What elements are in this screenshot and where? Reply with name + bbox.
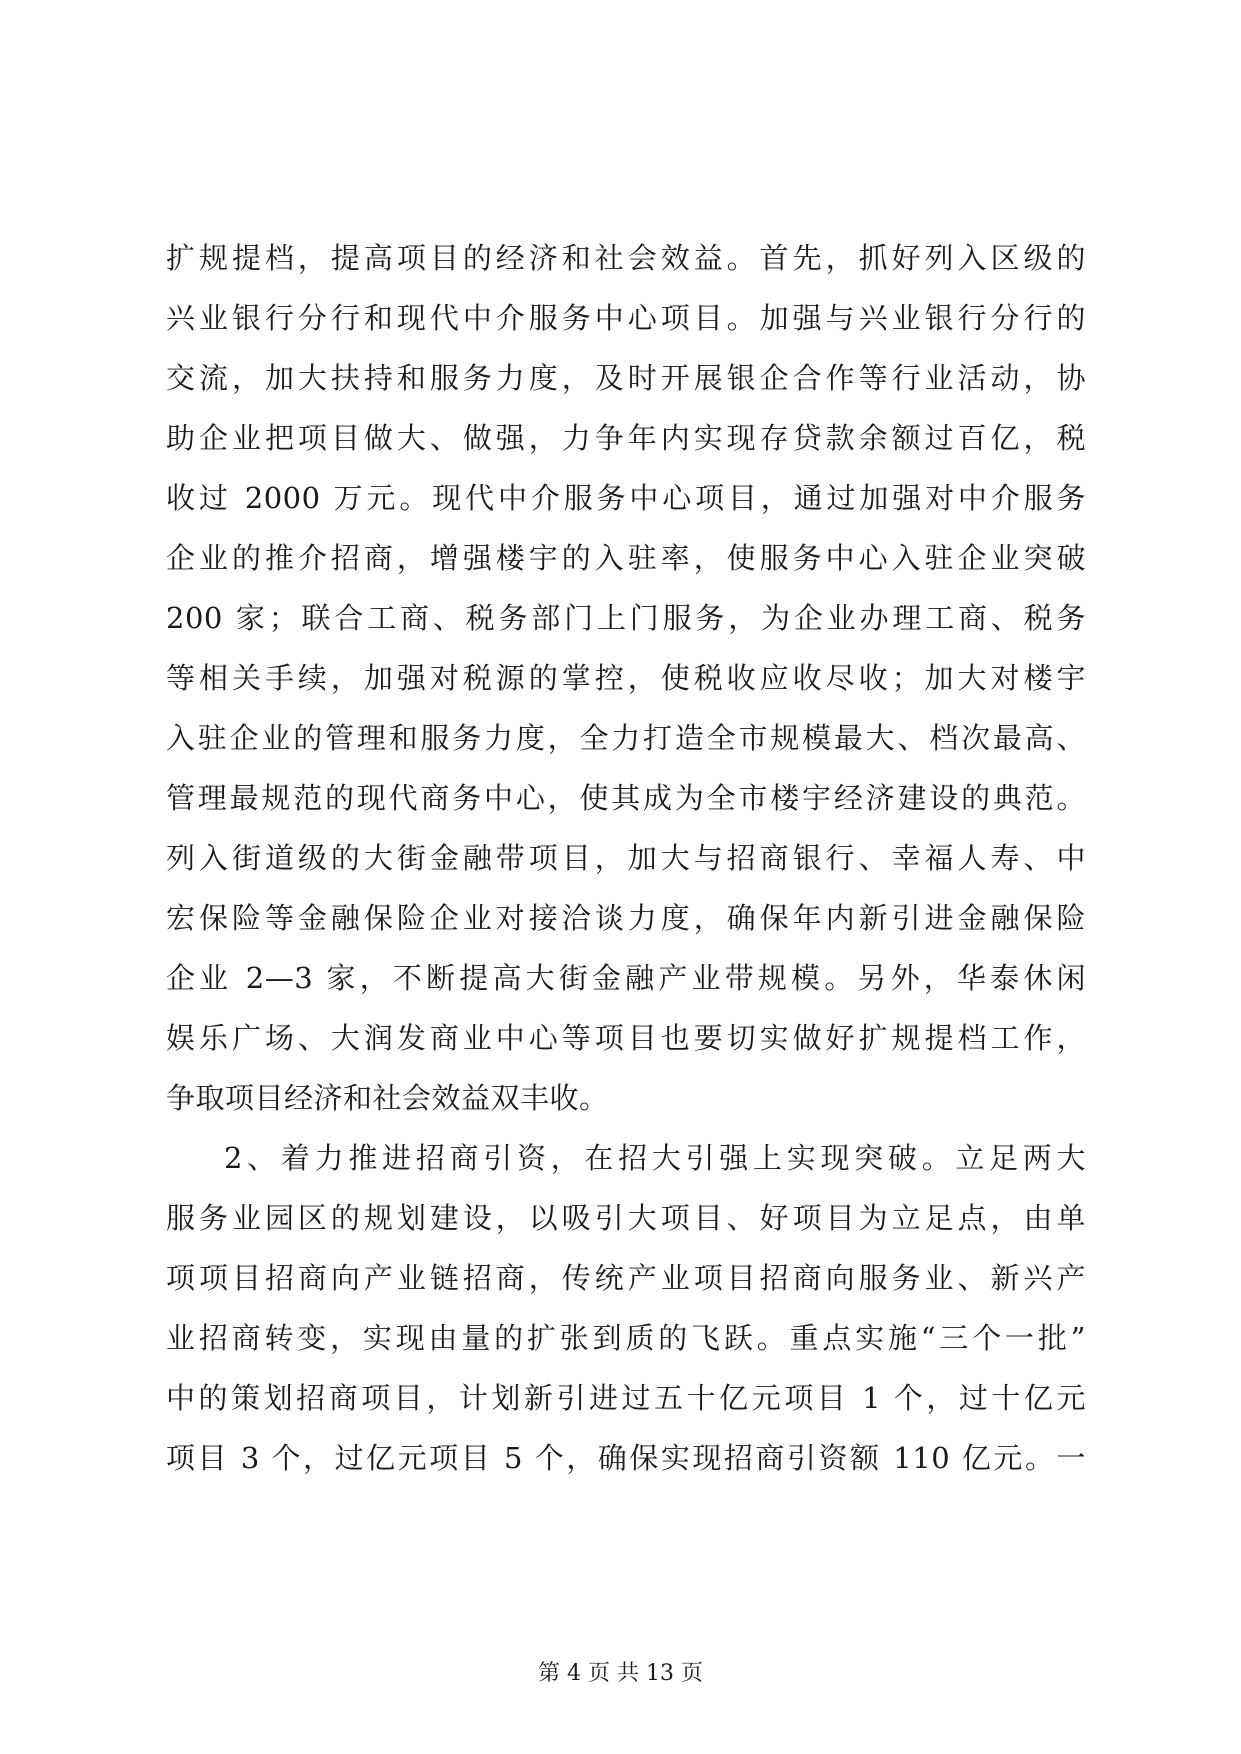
page-number-footer: 第 4 页 共 13 页	[538, 1661, 703, 1686]
paragraph-first-line: 2、着力推进招商引资，在招大引强上实现突破。立足两大	[224, 1141, 1086, 1175]
text-line: 兴业银行分行和现代中介服务中心项目。加强与兴业银行分行的	[166, 301, 1086, 335]
text-line: 扩规提档，提高项目的经济和社会效益。首先，抓好列入区级的	[166, 241, 1086, 275]
text-line: 企业的推介招商，增强楼宇的入驻率，使服务中心入驻企业突破	[166, 541, 1086, 575]
text-line: 列入街道级的大街金融带项目，加大与招商银行、幸福人寿、中	[166, 841, 1086, 875]
text-line: 娱乐广场、大润发商业中心等项目也要切实做好扩规提档工作，	[166, 1021, 1086, 1055]
text-line: 企业 2—3 家，不断提高大街金融产业带规模。另外，华泰休闲	[166, 961, 1086, 995]
text-line: 项目 3 个，过亿元项目 5 个，确保实现招商引资额 110 亿元。一	[166, 1441, 1086, 1475]
text-line: 管理最规范的现代商务中心，使其成为全市楼宇经济建设的典范。	[166, 781, 1086, 815]
text-line: 中的策划招商项目，计划新引进过五十亿元项目 1 个，过十亿元	[166, 1381, 1086, 1415]
text-line: 交流，加大扶持和服务力度，及时开展银企合作等行业活动，协	[166, 361, 1086, 395]
text-line: 助企业把项目做大、做强，力争年内实现存贷款余额过百亿，税	[166, 421, 1086, 455]
text-line: 项项目招商向产业链招商，传统产业项目招商向服务业、新兴产	[166, 1261, 1086, 1295]
text-line: 入驻企业的管理和服务力度，全力打造全市规模最大、档次最高、	[166, 721, 1086, 755]
body-text	[166, 228, 1086, 1488]
text-line: 宏保险等金融保险企业对接洽谈力度，确保年内新引进金融保险	[166, 901, 1086, 935]
text-line: 200 家；联合工商、税务部门上门服务，为企业办理工商、税务	[166, 601, 1086, 635]
text-line: 业招商转变，实现由量的扩张到质的飞跃。重点实施“三个一批”	[166, 1321, 1086, 1355]
text-line: 等相关手续，加强对税源的掌控，使税收应收尽收；加大对楼宇	[166, 661, 1086, 695]
text-line: 收过 2000 万元。现代中介服务中心项目，通过加强对中介服务	[166, 481, 1086, 515]
text-line: 争取项目经济和社会效益双丰收。	[166, 1081, 609, 1115]
text-line: 服务业园区的规划建设，以吸引大项目、好项目为立足点，由单	[166, 1201, 1086, 1235]
